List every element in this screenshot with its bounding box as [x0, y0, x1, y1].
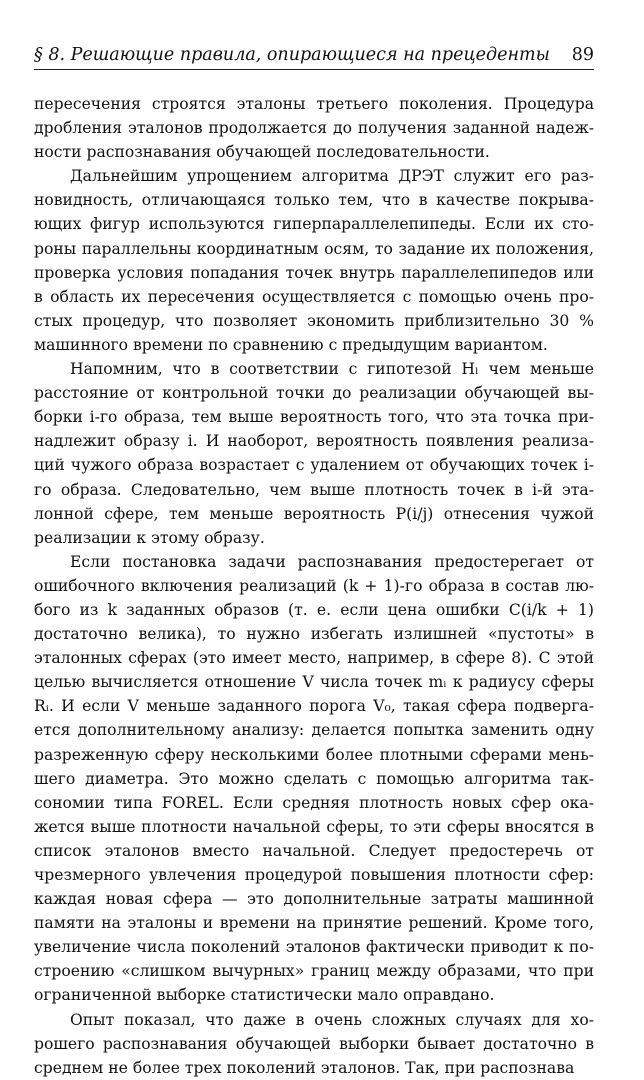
paragraph-3: Напомним, что в соответствии с гипотезой Hₗ чем меньше расстояние от контрольной точки до реализации обучающей выборки i-го образа, тем выше вероятность того, что эта точка принадлежит образу i. И наоборот, вероятность появления реализаций чужого образа возрастает с удалением от обучающих точек i-го образа. Следовательно, чем выше плотность точек в i-й эталонной сфере, тем меньше вероятность P(i/j) отнесения чужой реализации к этому образу. — [34, 360, 594, 547]
paragraph-2: Дальнейшим упрощением алгоритма ДРЭТ служит его разновидность, отличающаяся только тем, что в качестве покрывающих фигур используются гиперпараллелепипеды. Если их стороны параллельны координатным осям, то задание их положения, проверка условия попадания точек внутрь параллелепипедов или в область их пересечения осуществляется с помощью очень простых процедур, что позволяет экономить приблизительно 30 % машинного времени по сравнению с предыдущим вариантом. — [34, 167, 594, 354]
page-number: 89 — [571, 45, 594, 65]
chapter-title: § 8. Решающие правила, опирающиеся на прецеденты — [34, 45, 550, 65]
running-header — [34, 44, 594, 70]
page-body — [34, 92, 594, 1080]
paragraph-1: пересечения строятся эталоны третьего поколения. Процедура дробления эталонов продолжается до получения заданной надежности распознавания обучающей последовательности. — [34, 95, 594, 162]
paragraph-5: Опыт показал, что даже в очень сложных случаях для хорошего распознавания обучающей выборки бывает достаточно в среднем не более трех поколений эталонов. Так, при распознава — [34, 1010, 594, 1077]
paragraph-4: Если постановка задачи распознавания предостерегает от ошибочного включения реализаций (k + 1)-го образа в состав любого из k заданных образов (т. е. если цена ошибки C(i/k + 1) достаточно велика), то нужно избегать излишней «пустоты» в эталонных сферах (это имеет место, например, в сфере 8). С этой целью вычисляется отношение V числа точек mᵢ к радиусу сферы Rᵢ. И если V меньше заданного порога V₀, такая сфера подвергается дополнительному анализу: делается попытка заменить одну разреженную сферу несколькими более плотными сферами меньшего диаметра. Это можно сделать с помощью алгоритма таксономии типа FOREL. Если средняя плотность новых сфер окажется выше плотности начальной сферы, то эти сферы вносятся в список эталонов вместо начальной. Следует предостеречь от чрезмерного увлечения процедурой повышения плотности сфер: каждая новая сфера — это дополнительные затраты машинной памяти на эталоны и времени на принятие решений. Кроме того, увеличение числа поколений эталонов фактически приводит к построению «слишком вычурных» границ между образами, что при ограниченной выборке статистически мало оправдано. — [34, 552, 594, 1005]
